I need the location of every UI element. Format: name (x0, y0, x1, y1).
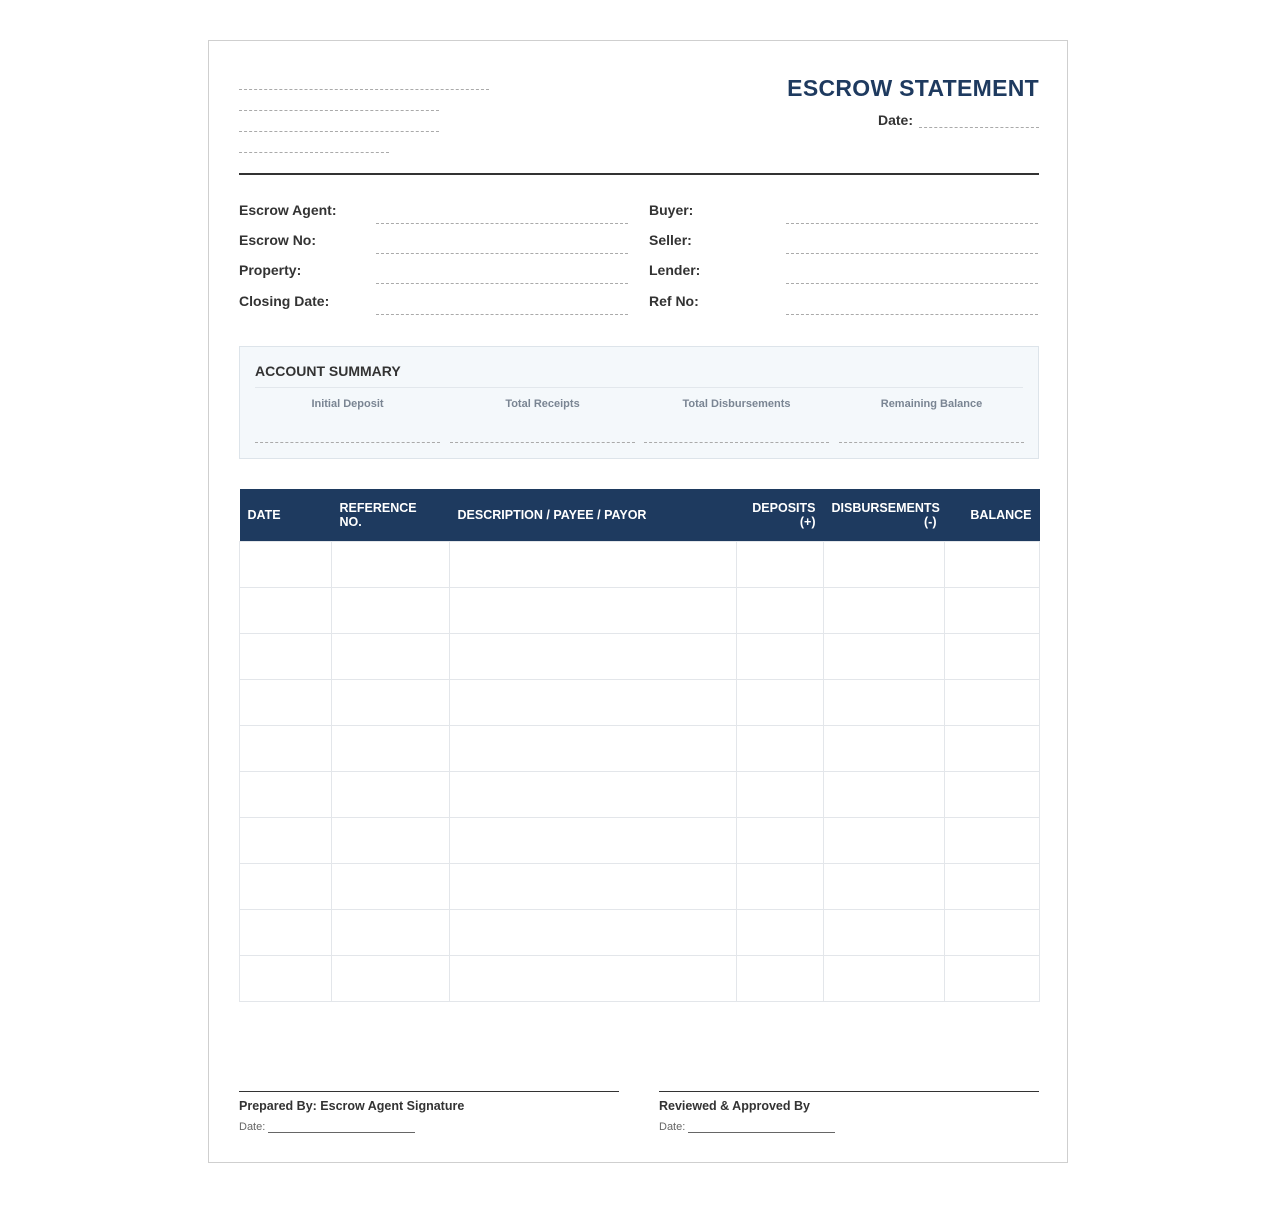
table-row (240, 955, 1040, 1001)
table-cell[interactable] (945, 863, 1040, 909)
table-cell[interactable] (450, 541, 737, 587)
summary-label: Total Receipts (505, 398, 580, 410)
table-cell[interactable] (824, 679, 945, 725)
reviewed-by-signature (659, 1091, 1039, 1133)
table-row (240, 679, 1040, 725)
signature-date (239, 1121, 619, 1133)
summary-input-line[interactable] (450, 442, 635, 443)
summary-input-line[interactable] (255, 442, 440, 443)
field-escrow-no (239, 232, 629, 252)
table-cell[interactable] (450, 587, 737, 633)
field-closing-date (239, 293, 629, 313)
col-header-text: DISBURSEMENTS (831, 500, 940, 515)
field-buyer (649, 202, 1039, 222)
field-label: Seller: (649, 232, 692, 248)
summary-divider (255, 387, 1023, 388)
table-cell[interactable] (240, 679, 332, 725)
col-header-text: REFERENCE NO. (339, 500, 417, 529)
table-cell[interactable] (332, 633, 450, 679)
table-cell[interactable] (824, 909, 945, 955)
field-input-line[interactable] (786, 283, 1038, 284)
table-cell[interactable] (332, 771, 450, 817)
summary-total-receipts (450, 398, 635, 443)
table-cell[interactable] (945, 955, 1040, 1001)
table-cell[interactable] (824, 863, 945, 909)
col-header-text: DEPOSITS (752, 500, 816, 515)
table-row (240, 817, 1040, 863)
header-rule (239, 173, 1039, 175)
signature-date-label: Date: (239, 1121, 266, 1133)
table-cell[interactable] (945, 725, 1040, 771)
table-cell[interactable] (824, 771, 945, 817)
signature-date-field[interactable] (268, 1122, 415, 1133)
escrow-statement-page (208, 40, 1068, 1163)
table-cell[interactable] (332, 863, 450, 909)
header-date (878, 111, 1039, 128)
field-label: Closing Date: (239, 293, 330, 309)
table-row (240, 633, 1040, 679)
field-label: Ref No: (649, 293, 699, 309)
table-cell[interactable] (450, 863, 737, 909)
col-header-text: DATE (247, 507, 281, 522)
table-cell[interactable] (737, 541, 824, 587)
table-cell[interactable] (824, 725, 945, 771)
account-summary (239, 346, 1039, 459)
table-cell[interactable] (240, 909, 332, 955)
summary-initial-deposit (255, 398, 440, 443)
account-summary-title: ACCOUNT SUMMARY (255, 363, 401, 379)
table-cell[interactable] (945, 679, 1040, 725)
ledger-body (240, 541, 1040, 1001)
table-cell[interactable] (945, 771, 1040, 817)
field-label: Escrow No: (239, 232, 317, 248)
address-line-3[interactable] (239, 131, 439, 132)
col-header-subtext: (-) (924, 514, 937, 529)
table-cell[interactable] (450, 633, 737, 679)
field-input-line[interactable] (376, 253, 628, 254)
table-cell[interactable] (737, 679, 824, 725)
table-cell[interactable] (824, 633, 945, 679)
signature-date-label: Date: (659, 1121, 686, 1133)
table-cell[interactable] (240, 955, 332, 1001)
address-line-1[interactable] (239, 89, 489, 90)
table-cell[interactable] (737, 633, 824, 679)
table-row (240, 771, 1040, 817)
table-cell[interactable] (824, 817, 945, 863)
summary-total-disbursements (644, 398, 829, 443)
table-cell[interactable] (240, 541, 332, 587)
col-header-deposits (737, 489, 824, 541)
table-cell[interactable] (450, 817, 737, 863)
signature-label: Prepared By: Escrow Agent Signature (239, 1099, 465, 1113)
field-label: Lender: (649, 262, 701, 278)
signature-line[interactable] (659, 1091, 1039, 1092)
field-input-line[interactable] (786, 253, 1038, 254)
summary-input-line[interactable] (839, 442, 1024, 443)
field-ref-no (649, 293, 1039, 313)
col-header-balance (945, 489, 1040, 541)
table-cell[interactable] (332, 679, 450, 725)
field-label: Property: (239, 262, 302, 278)
summary-label: Total Disbursements (682, 398, 791, 410)
summary-label: Initial Deposit (311, 398, 384, 410)
table-row (240, 541, 1040, 587)
table-cell[interactable] (450, 725, 737, 771)
table-row (240, 587, 1040, 633)
table-cell[interactable] (450, 955, 737, 1001)
table-cell[interactable] (737, 771, 824, 817)
table-cell[interactable] (240, 863, 332, 909)
field-label: Buyer: (649, 202, 694, 218)
table-cell[interactable] (240, 633, 332, 679)
prepared-by-signature (239, 1091, 619, 1133)
table-cell[interactable] (332, 909, 450, 955)
table-cell[interactable] (824, 955, 945, 1001)
table-row (240, 725, 1040, 771)
field-escrow-agent (239, 202, 629, 222)
signature-date (659, 1121, 1039, 1133)
table-cell[interactable] (332, 725, 450, 771)
ledger-table (239, 489, 1040, 1002)
table-cell[interactable] (332, 541, 450, 587)
summary-remaining-balance (839, 398, 1024, 443)
field-input-line[interactable] (376, 223, 628, 224)
table-cell[interactable] (240, 587, 332, 633)
field-lender (649, 262, 1039, 282)
table-cell[interactable] (945, 909, 1040, 955)
field-seller (649, 232, 1039, 252)
table-cell[interactable] (450, 679, 737, 725)
col-header-description (450, 489, 737, 541)
header-date-field[interactable] (919, 111, 1039, 128)
field-input-line[interactable] (376, 314, 628, 315)
table-cell[interactable] (945, 541, 1040, 587)
col-header-date (240, 489, 332, 541)
table-cell[interactable] (240, 771, 332, 817)
page-title: ESCROW STATEMENT (787, 75, 1039, 101)
field-property (239, 262, 629, 282)
address-line-2[interactable] (239, 110, 439, 111)
field-input-line[interactable] (376, 283, 628, 284)
ledger-header-row (240, 489, 1040, 541)
col-header-disbursements (824, 489, 945, 541)
field-input-line[interactable] (786, 223, 1038, 224)
table-cell[interactable] (737, 725, 824, 771)
table-cell[interactable] (824, 587, 945, 633)
address-line-4[interactable] (239, 152, 389, 153)
table-cell[interactable] (737, 817, 824, 863)
table-cell[interactable] (332, 955, 450, 1001)
col-header-text: DESCRIPTION / PAYEE / PAYOR (457, 507, 647, 522)
col-header-subtext: (+) (799, 514, 816, 529)
summary-input-line[interactable] (644, 442, 829, 443)
col-header-text: BALANCE (970, 507, 1032, 522)
field-input-line[interactable] (786, 314, 1038, 315)
table-cell[interactable] (945, 633, 1040, 679)
table-cell[interactable] (332, 817, 450, 863)
table-cell[interactable] (737, 955, 824, 1001)
table-cell[interactable] (450, 909, 737, 955)
table-cell[interactable] (737, 863, 824, 909)
signature-date-field[interactable] (688, 1122, 835, 1133)
table-row (240, 863, 1040, 909)
signature-label: Reviewed & Approved By (659, 1099, 810, 1113)
table-cell[interactable] (240, 725, 332, 771)
header-date-label: Date: (877, 112, 913, 128)
summary-label: Remaining Balance (880, 398, 983, 410)
table-cell[interactable] (332, 587, 450, 633)
table-cell[interactable] (824, 541, 945, 587)
table-cell[interactable] (737, 587, 824, 633)
table-cell[interactable] (945, 817, 1040, 863)
col-header-reference (332, 489, 450, 541)
signature-line[interactable] (239, 1091, 619, 1092)
table-row (240, 909, 1040, 955)
field-label: Escrow Agent: (239, 202, 337, 218)
page-content (239, 41, 1039, 1162)
table-cell[interactable] (240, 817, 332, 863)
table-cell[interactable] (945, 587, 1040, 633)
table-cell[interactable] (450, 771, 737, 817)
table-cell[interactable] (737, 909, 824, 955)
